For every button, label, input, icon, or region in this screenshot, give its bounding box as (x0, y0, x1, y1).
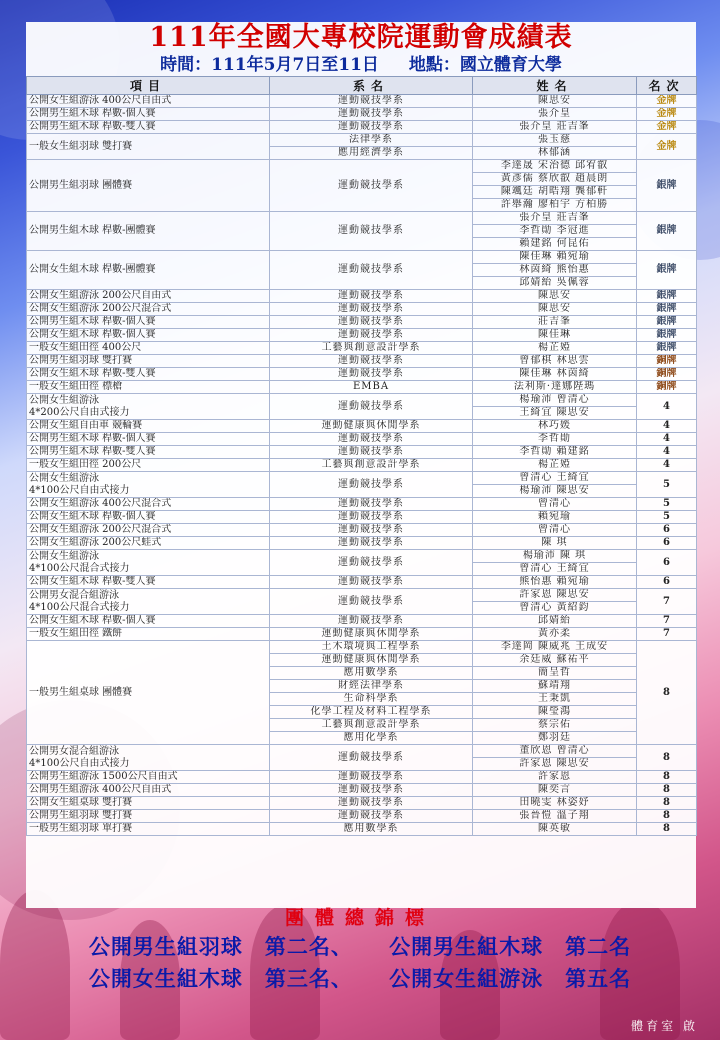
athlete-name-cell: 邱婧紿 吳佩蓉 (473, 277, 637, 290)
event-item-text: 公開女生組游泳 200公尺自由式 (29, 290, 172, 301)
athlete-name-cell: 李達晟 宋治德 邱宥叡 (473, 160, 637, 173)
department-cell: 運動競技學系 (270, 771, 473, 784)
event-item-text: 一般女生組田徑 200公尺 (29, 459, 142, 470)
athlete-name-cell: 許家恩 陳思安 (473, 589, 637, 602)
department-cell: 運動競技學系 (270, 537, 473, 550)
event-item-text: 公開男生組木球 桿數-雙人賽 (29, 121, 156, 132)
athlete-name-cell: 許舉瀚 廖柏宇 方柏勝 (473, 199, 637, 212)
overall-championship (0, 905, 720, 995)
event-time: 時間：111年5月7日至11日 (160, 55, 379, 75)
athlete-name-cell: 陳英敏 (473, 823, 637, 836)
rank-cell: 5 (637, 472, 697, 498)
athlete-name-cell: 蘇靖翔 (473, 680, 637, 693)
athlete-name-cell: 莊吉峯 (473, 316, 637, 329)
athlete-name-cell: 鄭羽廷 (473, 732, 637, 745)
table-row (27, 290, 697, 303)
event-item-text: 4*100公尺混合式接力 (29, 562, 130, 574)
event-item-text: 公開男生組游泳 400公尺自由式 (29, 784, 172, 795)
event-item-cell (27, 498, 270, 511)
department-cell: 運動競技學系 (270, 394, 473, 420)
athlete-name-cell: 賴建銘 何昆佑 (473, 238, 637, 251)
overall-entry: 公開男生組木球 第二名 (389, 934, 632, 959)
athlete-name-cell: 林郁涵 (473, 147, 637, 160)
rank-cell: 8 (637, 810, 697, 823)
overall-entry: 公開女生組游泳 第五名 (389, 966, 632, 991)
event-item-text: 公開男生組木球 桿數-個人賽 (29, 433, 156, 444)
event-item-text: 公開女生組木球 桿數-個人賽 (29, 329, 156, 340)
department-cell: 土木環境與工程學系 (270, 641, 473, 654)
department-cell: 法律學系 (270, 134, 473, 147)
table-row (27, 420, 697, 433)
athlete-name-cell: 曾清心 (473, 524, 637, 537)
rank-cell: 金牌 (637, 121, 697, 134)
athlete-name-cell: 邱婧紿 (473, 615, 637, 628)
athlete-name-cell: 李哲勛 賴建銘 (473, 446, 637, 459)
event-item-text: 公開女生組游泳 400公尺自由式 (29, 95, 172, 106)
event-item-text: 公開男生組羽球 雙打賽 (29, 355, 133, 366)
table-row (27, 771, 697, 784)
athlete-name-cell: 陳 琪 (473, 537, 637, 550)
event-item-cell (27, 797, 270, 810)
event-item-cell (27, 823, 270, 836)
department-cell: EMBA (270, 381, 473, 394)
table-row (27, 134, 697, 147)
rank-cell: 8 (637, 641, 697, 745)
event-item-text: 公開女生組游泳 (29, 472, 99, 484)
athlete-name-cell: 曾清心 王綺宜 (473, 563, 637, 576)
table-row (27, 524, 697, 537)
department-cell: 財經法律學系 (270, 680, 473, 693)
event-item-text: 公開女生組游泳 (29, 550, 99, 562)
department-cell: 運動競技學系 (270, 745, 473, 771)
rank-cell: 金牌 (637, 134, 697, 160)
rank-cell: 4 (637, 446, 697, 459)
rank-cell: 8 (637, 823, 697, 836)
table-row (27, 212, 697, 225)
rank-cell: 6 (637, 524, 697, 537)
athlete-name-cell: 陳佳琳 林茵綺 (473, 368, 637, 381)
event-item-text: 一般男生組桌球 團體賽 (29, 686, 133, 698)
event-item-text: 公開男生組羽球 雙打賽 (29, 810, 133, 821)
rank-cell: 銀牌 (637, 251, 697, 290)
event-item-cell (27, 537, 270, 550)
table-row (27, 108, 697, 121)
department-cell: 應用數學系 (270, 667, 473, 680)
department-cell: 運動競技學系 (270, 576, 473, 589)
overall-line (0, 931, 720, 963)
event-item-text: 公開男生組游泳 1500公尺自由式 (29, 771, 178, 782)
table-row (27, 316, 697, 329)
event-item-cell (27, 459, 270, 472)
table-row (27, 615, 697, 628)
rank-cell: 8 (637, 771, 697, 784)
department-cell: 工藝與創意設計學系 (270, 459, 473, 472)
event-item-text: 公開男生組木球 桿數-個人賽 (29, 108, 156, 119)
event-item-cell (27, 589, 270, 615)
event-item-text: 公開男生組木球 桿數-個人賽 (29, 316, 156, 327)
rank-cell: 5 (637, 498, 697, 511)
results-card (26, 22, 696, 908)
table-row (27, 472, 697, 485)
event-info (26, 54, 696, 76)
event-item-cell (27, 368, 270, 381)
event-item-cell (27, 615, 270, 628)
event-item-cell (27, 134, 270, 160)
table-row (27, 745, 697, 758)
table-row (27, 784, 697, 797)
event-item-cell (27, 420, 270, 433)
department-cell: 運動健康與休閒學系 (270, 654, 473, 667)
athlete-name-cell: 田曉雯 林姿妤 (473, 797, 637, 810)
event-item-text: 公開女生組自由車 競輪賽 (29, 420, 143, 431)
department-cell: 運動競技學系 (270, 290, 473, 303)
athlete-name-cell: 楊芷婭 (473, 342, 637, 355)
rank-cell: 銅牌 (637, 381, 697, 394)
athlete-name-cell: 曾清心 王綺宜 (473, 472, 637, 485)
department-cell: 運動競技學系 (270, 212, 473, 251)
athlete-name-cell: 張介皇 (473, 108, 637, 121)
event-item-cell (27, 550, 270, 576)
rank-cell: 金牌 (637, 108, 697, 121)
department-cell: 運動競技學系 (270, 303, 473, 316)
event-item-text: 公開女生組木球 桿數-團體賽 (29, 264, 156, 275)
event-item-cell (27, 316, 270, 329)
event-item-text: 公開女生組游泳 200公尺混合式 (29, 524, 172, 535)
table-row (27, 160, 697, 173)
athlete-name-cell: 陳佳琳 賴宛瑜 (473, 251, 637, 264)
table-row (27, 823, 697, 836)
table-row (27, 394, 697, 407)
rank-cell: 4 (637, 394, 697, 420)
column-header-rank: 名次 (637, 77, 697, 95)
athlete-name-cell: 張晉愷 溫子翔 (473, 810, 637, 823)
event-item-cell (27, 745, 270, 771)
department-cell: 化學工程及材料工程學系 (270, 706, 473, 719)
event-location: 地點：國立體育大學 (408, 55, 562, 75)
event-item-text: 公開男女混合組游泳 (29, 589, 119, 601)
event-item-cell (27, 628, 270, 641)
rank-cell: 銀牌 (637, 316, 697, 329)
event-item-cell (27, 121, 270, 134)
overall-line (0, 963, 720, 995)
athlete-name-cell: 張介皇 莊吉峯 (473, 212, 637, 225)
table-row (27, 576, 697, 589)
event-item-cell (27, 95, 270, 108)
event-item-text: 公開男女混合組游泳 (29, 745, 119, 757)
event-item-text: 公開男生組羽球 團體賽 (29, 179, 133, 191)
athlete-name-cell: 陳奕言 (473, 784, 637, 797)
athlete-name-cell: 曾郁棋 林思雲 (473, 355, 637, 368)
table-row (27, 355, 697, 368)
rank-cell: 銀牌 (637, 342, 697, 355)
athlete-name-cell: 李達岡 陳威兆 王成安 (473, 641, 637, 654)
athlete-name-cell: 曾清心 (473, 498, 637, 511)
event-item-text: 公開女生組游泳 200公尺蛙式 (29, 537, 162, 548)
athlete-name-cell: 楊芷婭 (473, 459, 637, 472)
table-row (27, 641, 697, 654)
event-item-cell (27, 251, 270, 290)
athlete-name-cell: 楊瑜沛 曾清心 (473, 394, 637, 407)
athlete-name-cell: 林茵綺 熊怡惠 (473, 264, 637, 277)
athlete-name-cell: 余廷威 蘇祐平 (473, 654, 637, 667)
department-cell: 運動健康與休閒學系 (270, 420, 473, 433)
athlete-name-cell: 陳瑩鴻 (473, 706, 637, 719)
event-item-cell (27, 303, 270, 316)
department-cell: 應用數學系 (270, 823, 473, 836)
table-row (27, 589, 697, 602)
table-row (27, 446, 697, 459)
table-row (27, 537, 697, 550)
department-cell: 工藝與創意設計學系 (270, 342, 473, 355)
athlete-name-cell: 陳思安 (473, 290, 637, 303)
table-row (27, 628, 697, 641)
rank-cell: 7 (637, 615, 697, 628)
table-row (27, 810, 697, 823)
table-row (27, 121, 697, 134)
rank-cell: 銀牌 (637, 329, 697, 342)
event-item-text: 4*100公尺自由式接力 (29, 484, 130, 496)
rank-cell: 銅牌 (637, 368, 697, 381)
event-item-text: 一般男生組羽球 單打賽 (29, 823, 133, 834)
athlete-name-cell: 董欣恩 曾清心 (473, 745, 637, 758)
event-item-cell (27, 472, 270, 498)
department-cell: 運動競技學系 (270, 368, 473, 381)
athlete-name-cell: 楊瑜沛 陳思安 (473, 485, 637, 498)
athlete-name-cell: 陳佳琳 (473, 329, 637, 342)
event-item-cell (27, 160, 270, 212)
athlete-name-cell: 許家恩 (473, 771, 637, 784)
department-cell: 運動競技學系 (270, 121, 473, 134)
event-item-text: 公開女生組木球 桿數-雙人賽 (29, 368, 156, 379)
athlete-name-cell: 黃彥儒 蔡欣叡 趙晨朗 (473, 173, 637, 186)
department-cell: 應用化學系 (270, 732, 473, 745)
department-cell: 運動競技學系 (270, 810, 473, 823)
rank-cell: 4 (637, 420, 697, 433)
table-row (27, 251, 697, 264)
department-cell: 運動競技學系 (270, 550, 473, 576)
table-row (27, 797, 697, 810)
athlete-name-cell: 陳思安 (473, 303, 637, 316)
rank-cell: 銀牌 (637, 212, 697, 251)
table-row (27, 459, 697, 472)
event-item-text: 公開女生組桌球 雙打賽 (29, 797, 133, 808)
event-item-cell (27, 394, 270, 420)
event-item-text: 公開男生組木球 桿數-團體賽 (29, 225, 156, 236)
rank-cell: 6 (637, 576, 697, 589)
department-cell: 運動競技學系 (270, 355, 473, 368)
athlete-name-cell: 王綺宜 陳思安 (473, 407, 637, 420)
athlete-name-cell: 陳颯廷 胡晧翔 龔郁軒 (473, 186, 637, 199)
athlete-name-cell: 張玉慈 (473, 134, 637, 147)
event-item-text: 一般女生組田徑 標槍 (29, 381, 123, 392)
athlete-name-cell: 蔡宗佑 (473, 719, 637, 732)
rank-cell: 銀牌 (637, 303, 697, 316)
event-item-cell (27, 342, 270, 355)
event-item-text: 一般女生組田徑 400公尺 (29, 342, 142, 353)
table-row (27, 381, 697, 394)
athlete-name-cell: 曾清心 黃紹鈞 (473, 602, 637, 615)
rank-cell: 4 (637, 433, 697, 446)
department-cell: 運動競技學系 (270, 160, 473, 212)
table-row (27, 550, 697, 563)
table-row (27, 368, 697, 381)
table-row (27, 433, 697, 446)
athlete-name-cell: 王秉凱 (473, 693, 637, 706)
athlete-name-cell: 李哲勛 (473, 433, 637, 446)
footer-signature: 體育室 啟 (631, 1019, 698, 1033)
department-cell: 生命科學系 (270, 693, 473, 706)
event-item-cell (27, 355, 270, 368)
athlete-name-cell: 法利斯·達娜陛瑪 (473, 381, 637, 394)
event-item-text: 公開女生組木球 桿數-個人賽 (29, 615, 156, 626)
athlete-name-cell: 賴宛瑜 (473, 511, 637, 524)
event-item-text: 4*100公尺混合式接力 (29, 601, 130, 613)
results-table (26, 76, 697, 836)
department-cell: 運動競技學系 (270, 251, 473, 290)
event-item-text: 公開女生組游泳 (29, 394, 99, 406)
rank-cell: 4 (637, 459, 697, 472)
table-row (27, 342, 697, 355)
athlete-name-cell: 許家恩 陳思安 (473, 758, 637, 771)
department-cell: 運動競技學系 (270, 498, 473, 511)
results-body (27, 95, 697, 836)
table-header-row (27, 77, 697, 95)
event-item-cell (27, 810, 270, 823)
athlete-name-cell: 陳思安 (473, 95, 637, 108)
event-item-cell (27, 771, 270, 784)
department-cell: 運動競技學系 (270, 511, 473, 524)
athlete-name-cell: 李哲勛 李冠進 (473, 225, 637, 238)
event-item-cell (27, 290, 270, 303)
department-cell: 運動競技學系 (270, 108, 473, 121)
table-row (27, 95, 697, 108)
column-header-item: 項目 (27, 77, 270, 95)
event-item-text: 4*200公尺自由式接力 (29, 406, 130, 418)
rank-cell: 銅牌 (637, 355, 697, 368)
event-item-cell (27, 381, 270, 394)
rank-cell: 金牌 (637, 95, 697, 108)
event-item-cell (27, 784, 270, 797)
overall-heading: 團體總錦標 (284, 907, 435, 929)
event-item-text: 公開女生組游泳 200公尺混合式 (29, 303, 172, 314)
table-row (27, 511, 697, 524)
table-row (27, 303, 697, 316)
event-item-text: 公開男生組木球 桿數-雙人賽 (29, 446, 156, 457)
department-cell: 應用經濟學系 (270, 147, 473, 160)
department-cell: 運動競技學系 (270, 524, 473, 537)
event-item-cell (27, 433, 270, 446)
event-item-cell (27, 212, 270, 251)
page-title: 111年全國大專校院運動會成績表 (149, 22, 573, 53)
athlete-name-cell: 林巧媛 (473, 420, 637, 433)
overall-entry: 公開男生組羽球 第二名、 (88, 934, 353, 959)
event-item-text: 公開女生組游泳 400公尺混合式 (29, 498, 172, 509)
department-cell: 運動競技學系 (270, 615, 473, 628)
department-cell: 運動競技學系 (270, 589, 473, 615)
event-item-cell (27, 576, 270, 589)
rank-cell: 銀牌 (637, 160, 697, 212)
rank-cell: 6 (637, 537, 697, 550)
overall-entry: 公開女生組木球 第三名、 (88, 966, 353, 991)
column-header-dept: 系名 (270, 77, 473, 95)
athlete-name-cell: 黃亦柔 (473, 628, 637, 641)
table-row (27, 498, 697, 511)
event-item-text: 公開女生組木球 桿數-個人賽 (29, 511, 156, 522)
event-item-text: 一般女生組田徑 鐵餅 (29, 628, 123, 639)
event-item-cell (27, 108, 270, 121)
department-cell: 運動競技學系 (270, 446, 473, 459)
department-cell: 工藝與創意設計學系 (270, 719, 473, 732)
department-cell: 運動競技學系 (270, 784, 473, 797)
column-header-name: 姓名 (473, 77, 637, 95)
athlete-name-cell: 楊瑜沛 陳 琪 (473, 550, 637, 563)
athlete-name-cell: 張介皇 莊吉峯 (473, 121, 637, 134)
table-row (27, 329, 697, 342)
department-cell: 運動競技學系 (270, 433, 473, 446)
department-cell: 運動健康與休閒學系 (270, 628, 473, 641)
rank-cell: 8 (637, 745, 697, 771)
event-item-cell (27, 641, 270, 745)
rank-cell: 8 (637, 784, 697, 797)
event-item-text: 4*100公尺自由式接力 (29, 757, 130, 769)
rank-cell: 6 (637, 550, 697, 576)
rank-cell: 5 (637, 511, 697, 524)
event-item-cell (27, 446, 270, 459)
athlete-name-cell: 簡呈哲 (473, 667, 637, 680)
department-cell: 運動競技學系 (270, 316, 473, 329)
athlete-name-cell: 熊怡惠 賴宛瑜 (473, 576, 637, 589)
event-item-cell (27, 329, 270, 342)
rank-cell: 8 (637, 797, 697, 810)
event-item-cell (27, 524, 270, 537)
rank-cell: 7 (637, 589, 697, 615)
department-cell: 運動競技學系 (270, 329, 473, 342)
department-cell: 運動競技學系 (270, 472, 473, 498)
event-item-text: 公開女生組木球 桿數-雙人賽 (29, 576, 156, 587)
event-item-text: 一般女生組羽球 雙打賽 (29, 140, 133, 152)
rank-cell: 7 (637, 628, 697, 641)
department-cell: 運動競技學系 (270, 797, 473, 810)
rank-cell: 銀牌 (637, 290, 697, 303)
department-cell: 運動競技學系 (270, 95, 473, 108)
event-item-cell (27, 511, 270, 524)
